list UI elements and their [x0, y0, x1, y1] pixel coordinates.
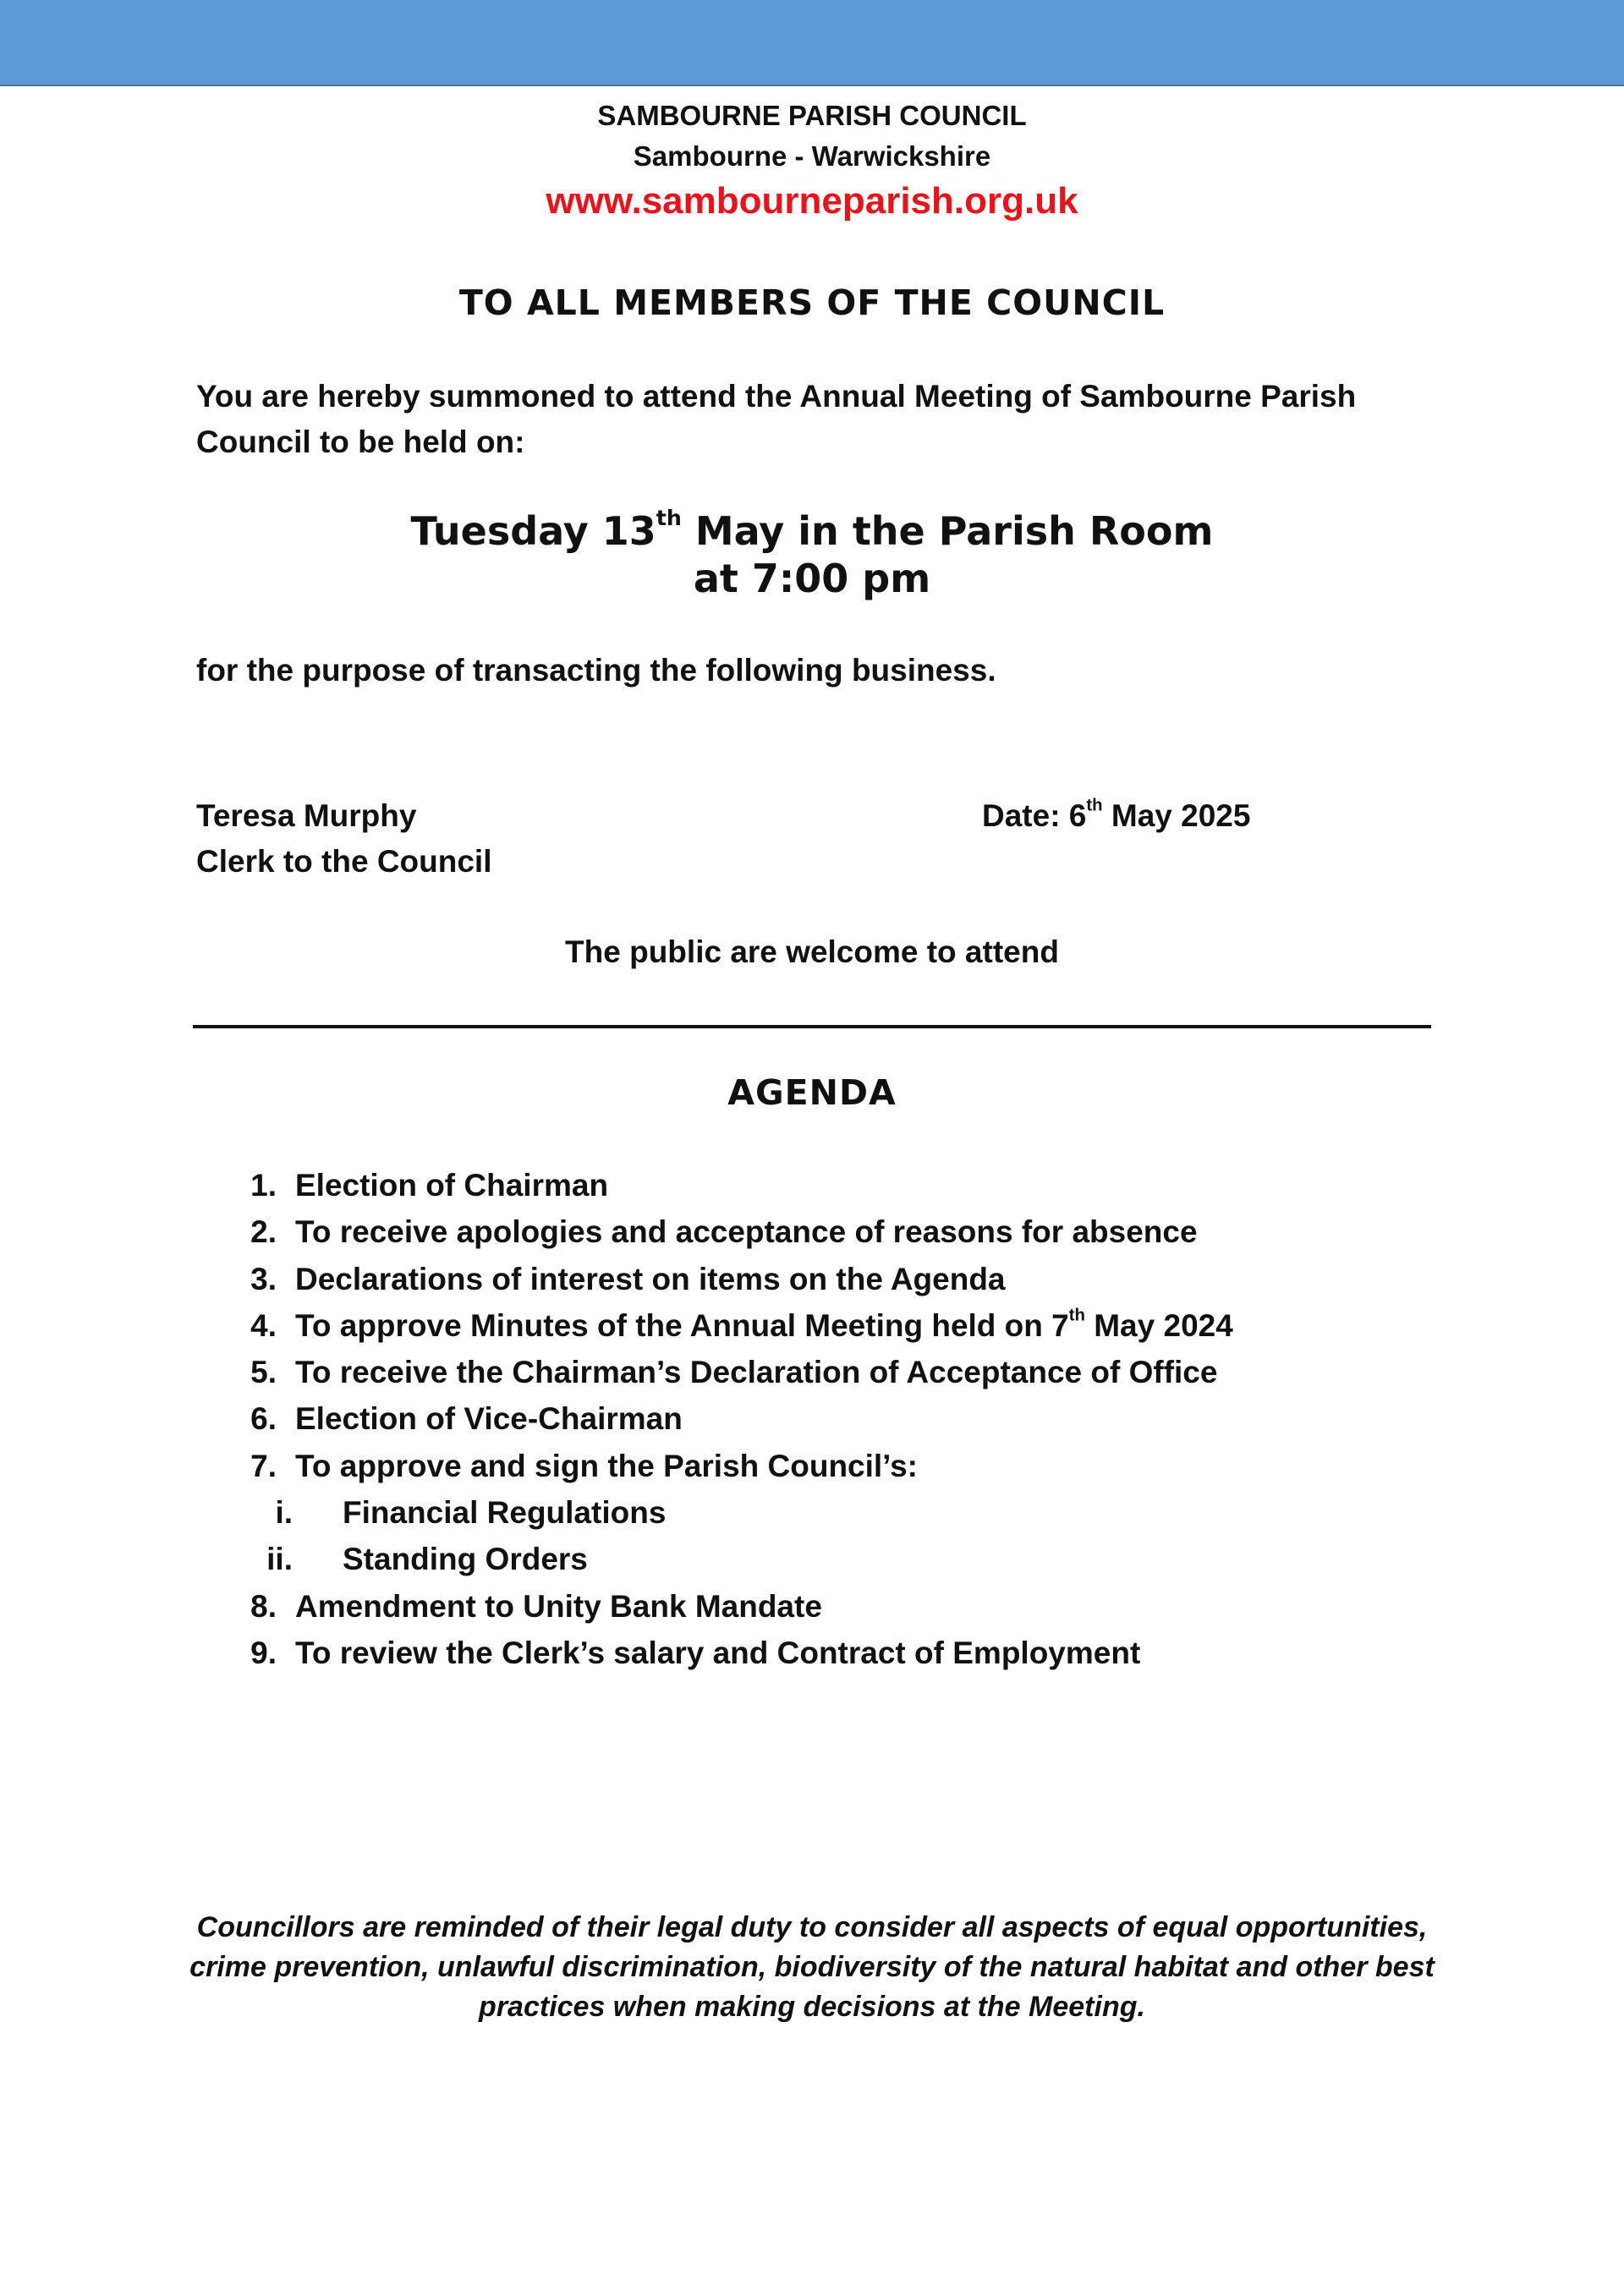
agenda-item-number: 7. — [250, 1448, 277, 1483]
notice-date — [982, 793, 1250, 839]
agenda-item-number: 9. — [250, 1635, 277, 1670]
agenda-item-number: 5. — [250, 1355, 277, 1390]
agenda-item — [0, 1583, 1624, 1630]
meeting-date-place — [0, 507, 1624, 555]
agenda-item-text: To review the Clerk’s salary and Contract of Employment — [295, 1635, 1141, 1670]
date-rest: May 2025 — [1102, 798, 1251, 833]
agenda-item — [0, 1630, 1624, 1676]
agenda-item-text: To approve and sign the Parish Council’s: — [295, 1448, 918, 1483]
agenda-item-text-main: To approve Minutes of the Annual Meeting held on 7 — [295, 1307, 1069, 1343]
agenda-subitem-text: Financial Regulations — [343, 1495, 667, 1531]
meeting-day: Tuesday 13 — [410, 508, 656, 554]
agenda-item — [0, 1162, 1624, 1208]
meeting-place: May in the Parish Room — [681, 508, 1214, 554]
agenda-item — [0, 1443, 1624, 1489]
agenda-subitem-text: Standing Orders — [343, 1542, 588, 1577]
meeting-time: at 7:00 pm — [693, 556, 931, 601]
purpose-text: for the purpose of transacting the following business. — [196, 653, 996, 688]
addressee-heading: TO ALL MEMBERS OF THE COUNCIL — [458, 282, 1166, 323]
meeting-day-suffix: th — [656, 506, 682, 531]
agenda-item-number: 6. — [250, 1401, 277, 1437]
agenda-item — [0, 1349, 1624, 1395]
public-notice: The public are welcome to attend — [565, 934, 1059, 969]
agenda-item-text: Election of Chairman — [295, 1168, 609, 1203]
agenda-subitem-number: ii. — [266, 1542, 293, 1577]
date-label: Date: 6 — [982, 798, 1087, 833]
agenda-subitem-number: i. — [275, 1495, 293, 1531]
agenda-item-number: 4. — [250, 1307, 277, 1343]
agenda-title: AGENDA — [727, 1072, 897, 1113]
agenda-item-text: To receive the Chairman’s Declaration of Acceptance of Office — [295, 1355, 1218, 1390]
agenda-item — [0, 1208, 1624, 1255]
councillor-reminder: Councillors are reminded of their legal duty to consider all aspects of equal opportunities, crime prevention, unlawful discrimination, biodiversity of the natural habitat and other best practices when making decisions at the Meeting. — [189, 1911, 1435, 2023]
agenda-item-text-suffix: th — [1068, 1306, 1085, 1325]
summons-text: You are hereby summoned to attend the Annual Meeting of Sambourne Parish Council to be held on: — [196, 379, 1357, 459]
agenda-item-text: Amendment to Unity Bank Mandate — [295, 1588, 822, 1624]
agenda-item-text: Declarations of interest on items on the Agenda — [295, 1261, 1006, 1296]
section-divider — [193, 1025, 1431, 1028]
meeting-details — [0, 507, 1624, 602]
agenda-item — [0, 1302, 1624, 1349]
council-name: SAMBOURNE PARISH COUNCIL — [597, 100, 1027, 131]
clerk-signature — [196, 793, 491, 885]
agenda-item — [0, 1256, 1624, 1302]
clerk-title: Clerk to the Council — [196, 844, 492, 879]
council-location: Sambourne - Warwickshire — [633, 140, 991, 172]
header-band — [0, 0, 1624, 86]
agenda-subitem — [0, 1489, 1624, 1536]
agenda-item-text-after: May 2024 — [1084, 1307, 1233, 1343]
agenda-item-text: To receive apologies and acceptance of reasons for absence — [295, 1214, 1198, 1250]
agenda-subitem — [0, 1536, 1624, 1582]
date-suffix: th — [1086, 796, 1103, 815]
agenda-item — [0, 1395, 1624, 1442]
agenda-item-number: 8. — [250, 1588, 277, 1624]
website-link[interactable]: www.sambourneparish.org.uk — [546, 180, 1078, 222]
agenda-item-text — [295, 1302, 1233, 1349]
agenda-item-number: 2. — [250, 1214, 277, 1250]
agenda-item-number: 1. — [250, 1168, 277, 1203]
agenda-list — [0, 1162, 1624, 1676]
agenda-item-number: 3. — [250, 1261, 277, 1296]
clerk-name: Teresa Murphy — [196, 798, 417, 833]
agenda-item-text: Election of Vice-Chairman — [295, 1401, 683, 1437]
